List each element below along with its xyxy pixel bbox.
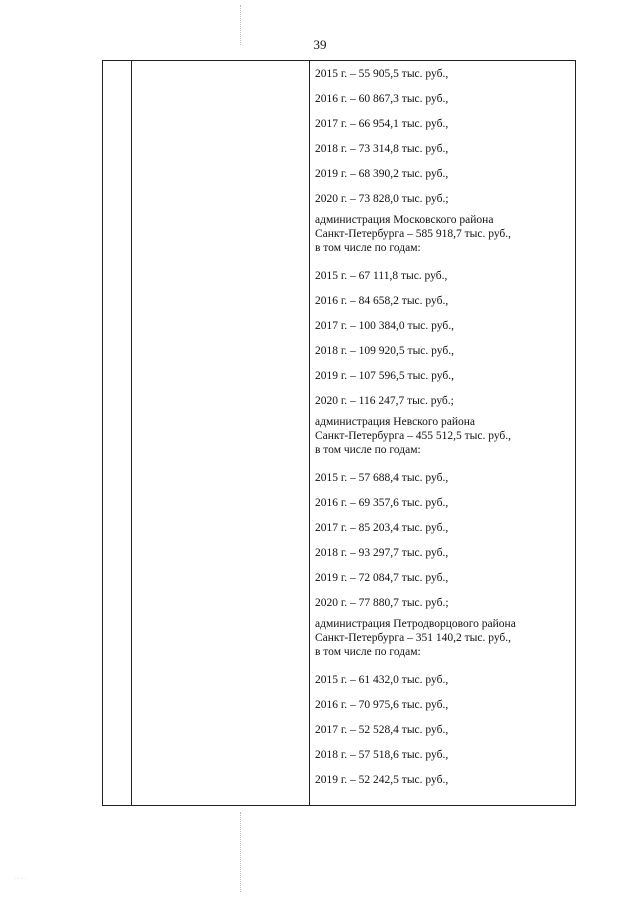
year-line: 2017 г. – 100 384,0 тыс. руб., <box>315 319 454 332</box>
year-line: 2018 г. – 109 920,5 тыс. руб., <box>315 344 454 357</box>
district-heading: администрация Невского района Санкт-Петербурга – 455 512,5 тыс. руб., в том числе по годам: <box>315 416 512 456</box>
year-line: 2019 г. – 52 242,5 тыс. руб., <box>315 773 449 786</box>
year-line: 2015 г. – 57 688,4 тыс. руб., <box>315 471 449 484</box>
document-table <box>102 60 576 806</box>
year-line: 2020 г. – 116 247,7 тыс. руб.; <box>315 394 454 407</box>
district-heading: администрация Петродворцового района Санкт-Петербурга – 351 140,2 тыс. руб., в том числе по годам: <box>315 618 516 658</box>
page-number: 39 <box>313 37 327 52</box>
year-line: 2018 г. – 73 314,8 тыс. руб., <box>315 142 449 155</box>
year-line: 2016 г. – 84 658,2 тыс. руб., <box>315 294 449 307</box>
year-line: 2015 г. – 61 432,0 тыс. руб., <box>315 673 449 686</box>
district-heading: администрация Московского района Санкт-Петербурга – 585 918,7 тыс. руб., в том числе по годам: <box>315 214 512 254</box>
year-line: 2018 г. – 57 518,6 тыс. руб., <box>315 748 449 761</box>
year-line: 2020 г. – 77 880,7 тыс. руб.; <box>315 596 449 609</box>
year-line: 2016 г. – 69 357,6 тыс. руб., <box>315 496 449 509</box>
year-line: 2017 г. – 52 528,4 тыс. руб., <box>315 723 449 736</box>
year-line: 2015 г. – 55 905,5 тыс. руб., <box>315 67 449 80</box>
year-line: 2016 г. – 60 867,3 тыс. руб., <box>315 92 449 105</box>
year-line: 2016 г. – 70 975,6 тыс. руб., <box>315 698 449 711</box>
table-column-divider <box>131 61 132 805</box>
year-line: 2019 г. – 72 084,7 тыс. руб., <box>315 571 449 584</box>
scan-artifact-top <box>240 5 241 45</box>
year-line: 2019 г. – 68 390,2 тыс. руб., <box>315 167 449 180</box>
scan-artifact-bottom <box>240 812 241 892</box>
year-line: 2019 г. – 107 596,5 тыс. руб., <box>315 369 454 382</box>
year-line: 2020 г. – 73 828,0 тыс. руб.; <box>315 192 449 205</box>
year-line: 2015 г. – 67 111,8 тыс. руб., <box>315 269 448 282</box>
scan-speck: · · · · <box>14 876 27 882</box>
year-line: 2017 г. – 85 203,4 тыс. руб., <box>315 521 449 534</box>
financing-text-column <box>310 61 575 805</box>
year-line: 2017 г. – 66 954,1 тыс. руб., <box>315 117 449 130</box>
year-line: 2018 г. – 93 297,7 тыс. руб., <box>315 546 449 559</box>
